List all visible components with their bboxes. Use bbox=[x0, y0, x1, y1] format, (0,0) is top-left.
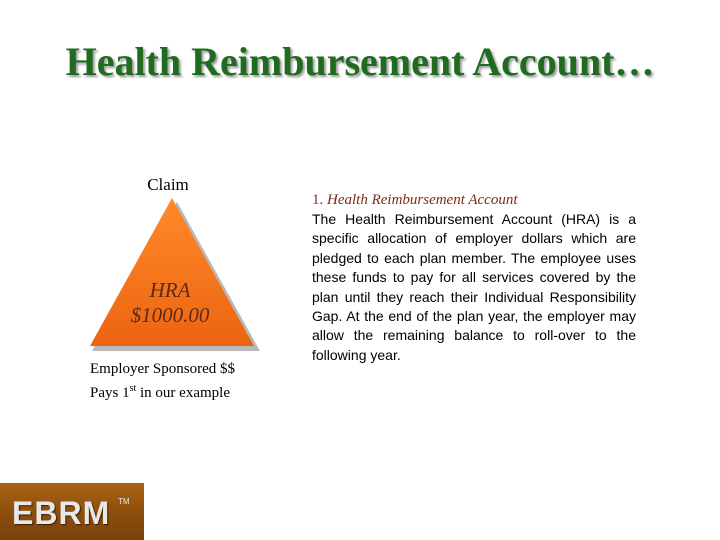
pyramid-caption bbox=[90, 360, 260, 403]
pyramid-center-label bbox=[100, 278, 240, 328]
description-number: 1. bbox=[312, 192, 324, 208]
caption-superscript: st bbox=[129, 383, 137, 394]
caption-line-2-prefix: Pays 1 bbox=[90, 385, 130, 401]
description-block bbox=[312, 191, 636, 365]
hra-pyramid bbox=[80, 196, 262, 352]
hra-label: HRA bbox=[149, 278, 191, 302]
caption-line-2 bbox=[90, 379, 260, 403]
logo-text: EBRM bbox=[12, 495, 111, 531]
caption-line-1: Employer Sponsored $$ bbox=[90, 361, 235, 377]
slide-title: Health Reimbursement Account… bbox=[65, 39, 655, 84]
pyramid-top-label: Claim bbox=[147, 175, 189, 194]
description-body: The Health Reimbursement Account (HRA) is a specific allocation of employer dollars which are pledged to each plan member. The employee uses these funds to pay for all services covered by the plan until they reach their Individual Responsibility Gap. At the end of the plan year, the employer may allow the remaining balance to roll-over to the following year. bbox=[312, 211, 636, 363]
ebrm-logo bbox=[0, 483, 144, 540]
description-heading bbox=[312, 191, 636, 210]
description-heading-text: Health Reimbursement Account bbox=[327, 192, 518, 208]
logo-trademark: TM bbox=[118, 497, 130, 506]
caption-line-2-suffix: in our example bbox=[136, 385, 230, 401]
hra-amount: $1000.00 bbox=[130, 303, 210, 327]
